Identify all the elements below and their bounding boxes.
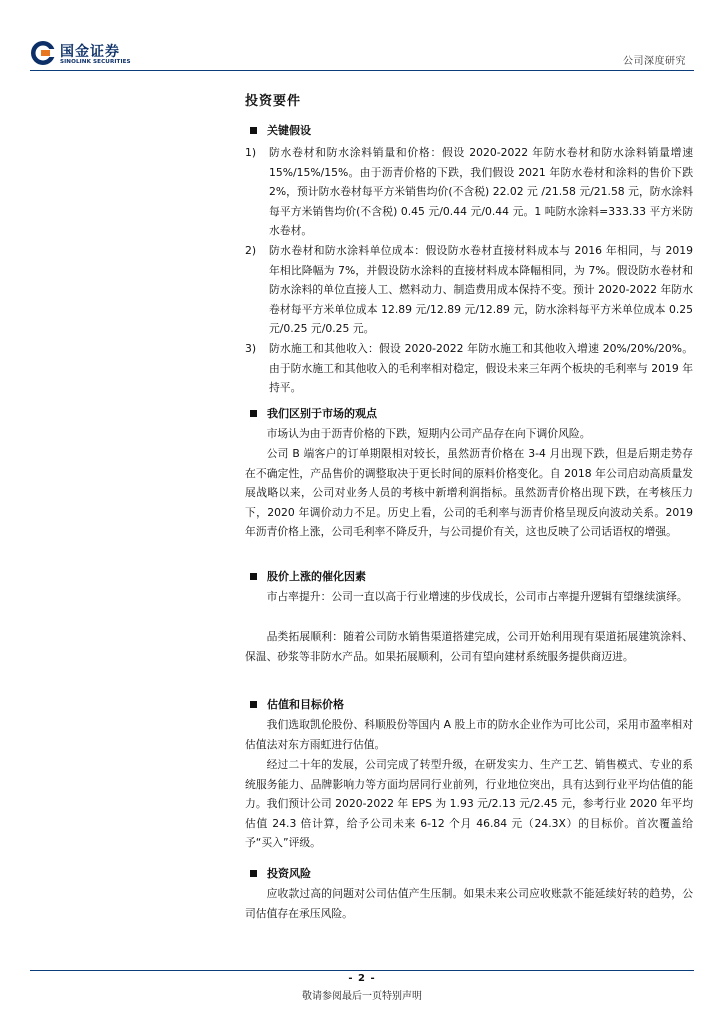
section-title-valuation (245, 696, 344, 712)
report-type-label: 公司深度研究 (623, 56, 686, 67)
item-text: 防水施工和其他收入：假设 2020-2022 年防水施工和其他收入增速 20%/20%/20%。由于防水施工和其他收入的毛利率相对稳定，假设未来三年两个板块的毛利率与 2019 年持平。 (269, 342, 693, 395)
page-header (0, 0, 724, 80)
section-title-text: 我们区别于市场的观点 (267, 407, 377, 420)
assumption-item (245, 143, 693, 241)
section-title-catalysts (245, 568, 366, 584)
page-title: 投资要件 (245, 94, 302, 109)
body-paragraph: 品类拓展顺利：随着公司防水销售渠道搭建完成，公司开始利用现有渠道拓展建筑涂料、保温、砂浆等非防水产品。如果拓展顺利，公司有望向建材系统服务提供商迈进。 (245, 630, 693, 663)
section-title-text: 关键假设 (267, 124, 311, 137)
square-bullet-icon (250, 701, 257, 708)
section-title-risks (245, 865, 311, 881)
square-bullet-icon (250, 870, 257, 877)
page-number: - 2 - (348, 973, 376, 984)
item-text: 防水卷材和防水涂料单位成本：假设防水卷材直接材料成本与 2016 年相同，与 2019 年相比降幅为 7%，并假设防水涂料的直接材料成本降幅相同，为 7%。假设防水卷材和防水涂料的单位直接人工、燃料动力、制造费用成本保持不变。预计 2020-2022 年防水卷材每平方米单位成本 12.89 元/12.89 元/12.89 元，防水涂料每平方米单位成本 0.25 元/0.25 元/0.25 元。 (269, 244, 693, 336)
sinolink-logo (30, 40, 142, 68)
section-title-text: 股价上涨的催化因素 (267, 570, 366, 583)
header-divider (30, 70, 694, 71)
item-number: 1) (245, 146, 257, 159)
assumption-item (245, 241, 693, 339)
assumption-item (245, 339, 693, 398)
logo-chinese-name: 国金证券 (60, 44, 120, 60)
square-bullet-icon (250, 410, 257, 417)
body-paragraph: 市场认为由于沥青价格的下跌，短期内公司产品存在向下调价风险。 (266, 427, 591, 440)
section-title-text: 投资风险 (267, 867, 311, 880)
item-text: 防水卷材和防水涂料销量和价格：假设 2020-2022 年防水卷材和防水涂料销量增速 15%/15%/15%。由于沥青价格的下跌，我们假设 2021 年防水卷材和涂料的售价下跌 2%，预计防水卷材每平方米销售均价(不含税) 22.02 元 /21.58 元/21.58 元，防水涂料每平方米销售均价(不含税) 0.45 元/0.44 元/0.44 元。1 吨防水涂料=333.33 平方米防水卷材。 (269, 146, 693, 238)
square-bullet-icon (250, 573, 257, 580)
item-number: 3) (245, 342, 257, 355)
item-number: 2) (245, 244, 257, 257)
section-title-text: 估值和目标价格 (267, 698, 344, 711)
section-title-assumptions (245, 122, 311, 138)
body-paragraph: 应收款过高的问题对公司估值产生压制。如果未来公司应收账款不能延续好转的趋势，公司估值存在承压风险。 (245, 887, 693, 920)
body-paragraph: 经过二十年的发展，公司完成了转型升级，在研发实力、生产工艺、销售模式、专业的系统服务能力、品牌影响力等方面均居同行业前列，行业地位突出，具有达到行业平均估值的能力。我们预计公司 2020-2022 年 EPS 为 1.93 元/2.13 元/2.45 元，参考行业 2020 年平均估值 24.3 倍计算，给予公司未来 6-12 个月 46.84 元（24.3X）的目标价。首次覆盖给予“买入”评级。 (245, 758, 693, 850)
sinolink-logo-icon (30, 40, 56, 66)
footer-divider (30, 970, 694, 971)
logo-english-name: SINOLINK SECURITIES (60, 59, 131, 65)
body-paragraph: 公司 B 端客户的订单期限相对较长，虽然沥青价格在 3-4 月出现下跌，但是后期走势存在不确定性，产品售价的调整取决于更长时间的原料价格变化。自 2018 年公司启动高质量发展战略以来，公司对业务人员的考核中新增利润指标。虽然沥青价格出现下跌，在考核压力下，2020 年调价动力不足。历史上看，公司的毛利率与沥青价格呈现反向波动关系。2019 年沥青价格上涨，公司毛利率不降反升，与公司提价有关，这也反映了公司话语权的增强。 (245, 447, 693, 539)
square-bullet-icon (250, 127, 257, 134)
body-paragraph: 我们选取凯伦股份、科顺股份等国内 A 股上市的防水企业作为可比公司，采用市盈率相对估值法对东方雨虹进行估值。 (245, 718, 693, 751)
footer-disclaimer: 敬请参阅最后一页特别声明 (302, 991, 422, 1002)
section-title-market-view (245, 405, 377, 421)
body-paragraph: 市占率提升：公司一直以高于行业增速的步伐成长，公司市占率提升逻辑有望继续演绎。 (266, 590, 688, 603)
